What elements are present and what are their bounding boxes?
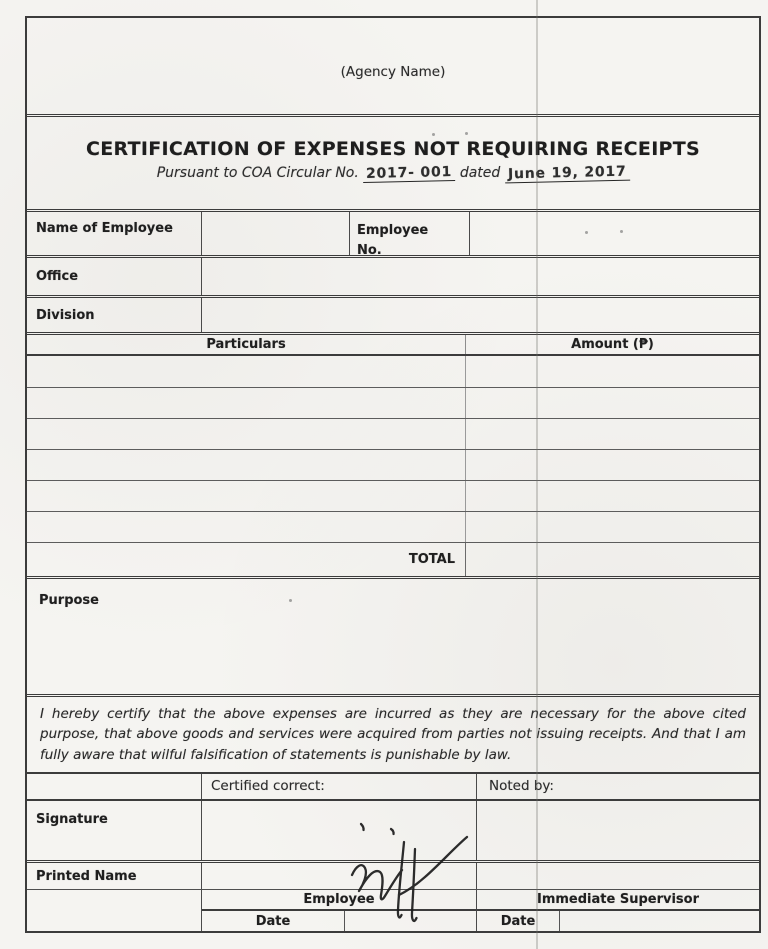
expense-amount-cell [466, 512, 759, 542]
role-label-row [27, 889, 759, 909]
scan-speck [585, 231, 588, 234]
particulars-header: Particulars [27, 335, 466, 354]
expense-particulars-cell [27, 419, 466, 449]
total-label: TOTAL [27, 543, 466, 576]
expense-row [27, 387, 759, 418]
name-of-employee-label: Name of Employee [27, 212, 202, 255]
scan-speck [620, 230, 623, 233]
expense-particulars-cell [27, 512, 466, 542]
total-row [27, 542, 759, 576]
supervisor-date-field [560, 911, 759, 931]
office-label: Office [27, 258, 202, 295]
division-label: Division [27, 298, 202, 332]
expense-row [27, 356, 759, 387]
supervisor-signature-field [477, 801, 759, 860]
form-subtitle [27, 165, 759, 182]
certification-text: I hereby certify that the above expenses are incurred as they are necessary for the above cited purpose, that above goods and services were acquired from parties not issuing receipts. And that I am fully aware that wilful falsification of statements is punishable by law. [40, 706, 746, 763]
certification-section [27, 694, 759, 772]
division-row [27, 295, 759, 332]
employee-signature-field [202, 801, 477, 860]
subtitle-dated: dated [459, 165, 501, 181]
role-row-blank [27, 890, 202, 909]
expense-particulars-cell [27, 356, 466, 387]
handwritten-circular-no: 2017- 001 [363, 164, 455, 183]
noted-by-label: Noted by: [489, 778, 554, 794]
subtitle-prefix: Pursuant to COA Circular No. [156, 165, 359, 181]
expense-row [27, 480, 759, 511]
total-amount-field [466, 543, 759, 576]
signatory-header-blank [27, 774, 202, 799]
agency-name-label: (Agency Name) [340, 64, 446, 80]
purpose-box [27, 576, 759, 694]
amount-header: Amount (₱) [571, 337, 654, 352]
certified-correct-label: Certified correct: [202, 774, 477, 799]
expense-amount-cell [466, 388, 759, 418]
form-title: CERTIFICATION OF EXPENSES NOT REQUIRING RECEIPTS [85, 138, 701, 160]
office-row [27, 255, 759, 295]
employee-name-row [27, 209, 759, 258]
expense-row [27, 418, 759, 449]
name-of-employee-field [202, 212, 350, 255]
expense-particulars-cell [27, 481, 466, 511]
expense-row [27, 449, 759, 480]
expense-particulars-cell [27, 388, 466, 418]
employee-role-label: Employee [202, 890, 477, 909]
expense-particulars-cell [27, 450, 466, 480]
expense-table-header [27, 332, 759, 356]
expense-amount-cell [466, 356, 759, 387]
supervisor-role-label: Immediate Supervisor [537, 892, 699, 907]
employee-date-field [345, 911, 476, 931]
employee-date-label: Date [202, 911, 345, 931]
employee-printed-name-field [202, 863, 477, 889]
scan-speck [289, 599, 292, 602]
printed-name-row [27, 860, 759, 889]
signature-row [27, 799, 759, 860]
signature-label: Signature [27, 801, 202, 860]
scan-speck [432, 133, 435, 136]
expense-amount-cell [466, 450, 759, 480]
printed-name-label: Printed Name [27, 863, 202, 889]
expense-amount-cell [466, 481, 759, 511]
date-row-blank [27, 909, 202, 931]
purpose-label: Purpose [39, 593, 99, 608]
employee-no-field [470, 212, 759, 255]
date-row [27, 909, 759, 931]
expense-amount-cell [466, 419, 759, 449]
supervisor-printed-name-field [477, 863, 759, 889]
signatory-header-row [27, 772, 759, 799]
supervisor-date-label: Date [477, 911, 560, 931]
expense-rows [27, 356, 759, 542]
title-box [27, 114, 759, 209]
scan-speck [465, 132, 468, 135]
agency-header-box [27, 18, 759, 114]
handwritten-circular-date: June 19, 2017 [505, 164, 630, 184]
employee-no-label: Employee No. [350, 212, 470, 255]
certification-form [25, 16, 761, 933]
expense-row [27, 511, 759, 542]
